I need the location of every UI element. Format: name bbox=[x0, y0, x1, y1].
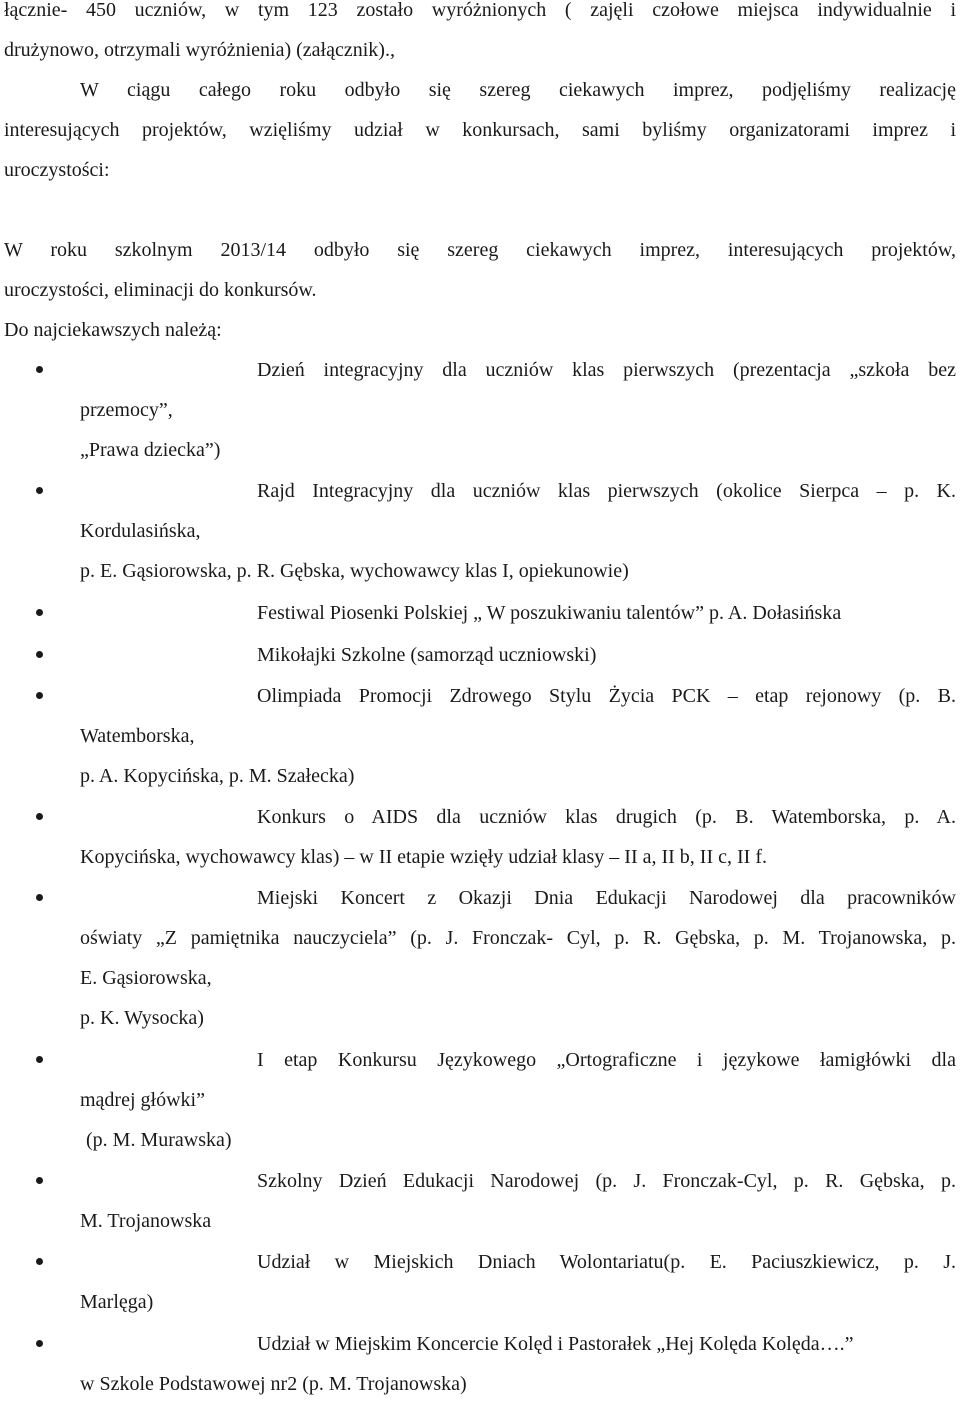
list-item-text: Mikołajki Szkolne (samorząd uczniowski) bbox=[257, 644, 597, 666]
list-item-text: (p. M. Murawska) bbox=[86, 1129, 232, 1151]
list-item-text: E. Gąsiorowska, bbox=[80, 967, 212, 989]
list-item-text: Dzień integracyjny dla uczniów klas pierwszych (prezentacja „szkoła bez bbox=[257, 359, 956, 381]
list-item-text: Szkolny Dzień Edukacji Narodowej (p. J. Fronczak-Cyl, p. R. Gębska, p. bbox=[257, 1170, 956, 1192]
bullet-icon bbox=[36, 1340, 43, 1347]
list-item-text: Rajd Integracyjny dla uczniów klas pierwszych (okolice Sierpca – p. K. bbox=[257, 480, 956, 502]
list-item-text: Watemborska, bbox=[80, 725, 195, 747]
list-item-text: Marlęga) bbox=[80, 1291, 154, 1313]
section-line: uroczystości, eliminacji do konkursów. bbox=[4, 279, 317, 301]
list-item-text: przemocy”, bbox=[80, 399, 173, 421]
bullet-icon bbox=[36, 609, 43, 616]
list-item-text: mądrej główki” bbox=[80, 1089, 205, 1111]
list-item-text: p. A. Kopycińska, p. M. Szałecka) bbox=[80, 765, 355, 787]
list-item-text: p. E. Gąsiorowska, p. R. Gębska, wychowawcy klas I, opiekunowie) bbox=[80, 560, 629, 582]
list-item-text: Miejski Koncert z Okazji Dnia Edukacji Narodowej dla pracowników bbox=[257, 887, 956, 909]
list-item-text: w Szkole Podstawowej nr2 (p. M. Trojanowska) bbox=[80, 1373, 467, 1395]
list-item-text: oświaty „Z pamiętnika nauczyciela” (p. J. Fronczak- Cyl, p. R. Gębska, p. M. Trojanowska, p. bbox=[80, 927, 956, 949]
list-item-text: I etap Konkursu Językowego „Ortograficzne i językowe łamigłówki dla bbox=[257, 1049, 956, 1071]
list-item-text: Kordulasińska, bbox=[80, 520, 201, 542]
bullet-icon bbox=[36, 366, 43, 373]
intro-line: drużynowo, otrzymali wyróżnienia) (załącznik)., bbox=[4, 39, 395, 61]
list-item-text: Festiwal Piosenki Polskiej „ W poszukiwaniu talentów” p. A. Dołasińska bbox=[257, 602, 842, 624]
bullet-icon bbox=[36, 894, 43, 901]
bullet-icon bbox=[36, 813, 43, 820]
list-item-text: Konkurs o AIDS dla uczniów klas drugich (p. B. Watemborska, p. A. bbox=[257, 806, 956, 828]
list-item-text: Olimpiada Promocji Zdrowego Stylu Życia PCK – etap rejonowy (p. B. bbox=[257, 685, 956, 707]
bullet-icon bbox=[36, 487, 43, 494]
bullet-icon bbox=[36, 1056, 43, 1063]
section-line: W roku szkolnym 2013/14 odbyło się szereg ciekawych imprez, interesujących projektów, bbox=[4, 239, 956, 261]
list-item-text: Kopycińska, wychowawcy klas) – w II etapie wzięły udział klasy – II a, II b, II c, II f. bbox=[80, 846, 767, 868]
list-item-text: p. K. Wysocka) bbox=[80, 1007, 204, 1029]
bullet-icon bbox=[36, 651, 43, 658]
list-item-text: Udział w Miejskich Dniach Wolontariatu(p. E. Paciuszkiewicz, p. J. bbox=[257, 1251, 956, 1273]
intro-line: W ciągu całego roku odbyło się szereg ciekawych imprez, podjęliśmy realizację bbox=[80, 79, 956, 101]
bullet-icon bbox=[36, 692, 43, 699]
list-item-text: M. Trojanowska bbox=[80, 1210, 212, 1232]
section-heading: Do najciekawszych należą: bbox=[4, 319, 222, 341]
intro-line: uroczystości: bbox=[4, 159, 110, 181]
list-item-text: „Prawa dziecka”) bbox=[80, 439, 221, 461]
list-item-text: Udział w Miejskim Koncercie Kolęd i Pastorałek „Hej Kolęda Kolęda….” bbox=[257, 1333, 854, 1355]
bullet-icon bbox=[36, 1258, 43, 1265]
bullet-icon bbox=[36, 1177, 43, 1184]
intro-line: interesujących projektów, wzięliśmy udział w konkursach, sami byliśmy organizatorami imprez i bbox=[4, 119, 956, 141]
intro-line: łącznie- 450 uczniów, w tym 123 zostało wyróżnionych ( zajęli czołowe miejsca indywidualnie i bbox=[4, 0, 956, 21]
